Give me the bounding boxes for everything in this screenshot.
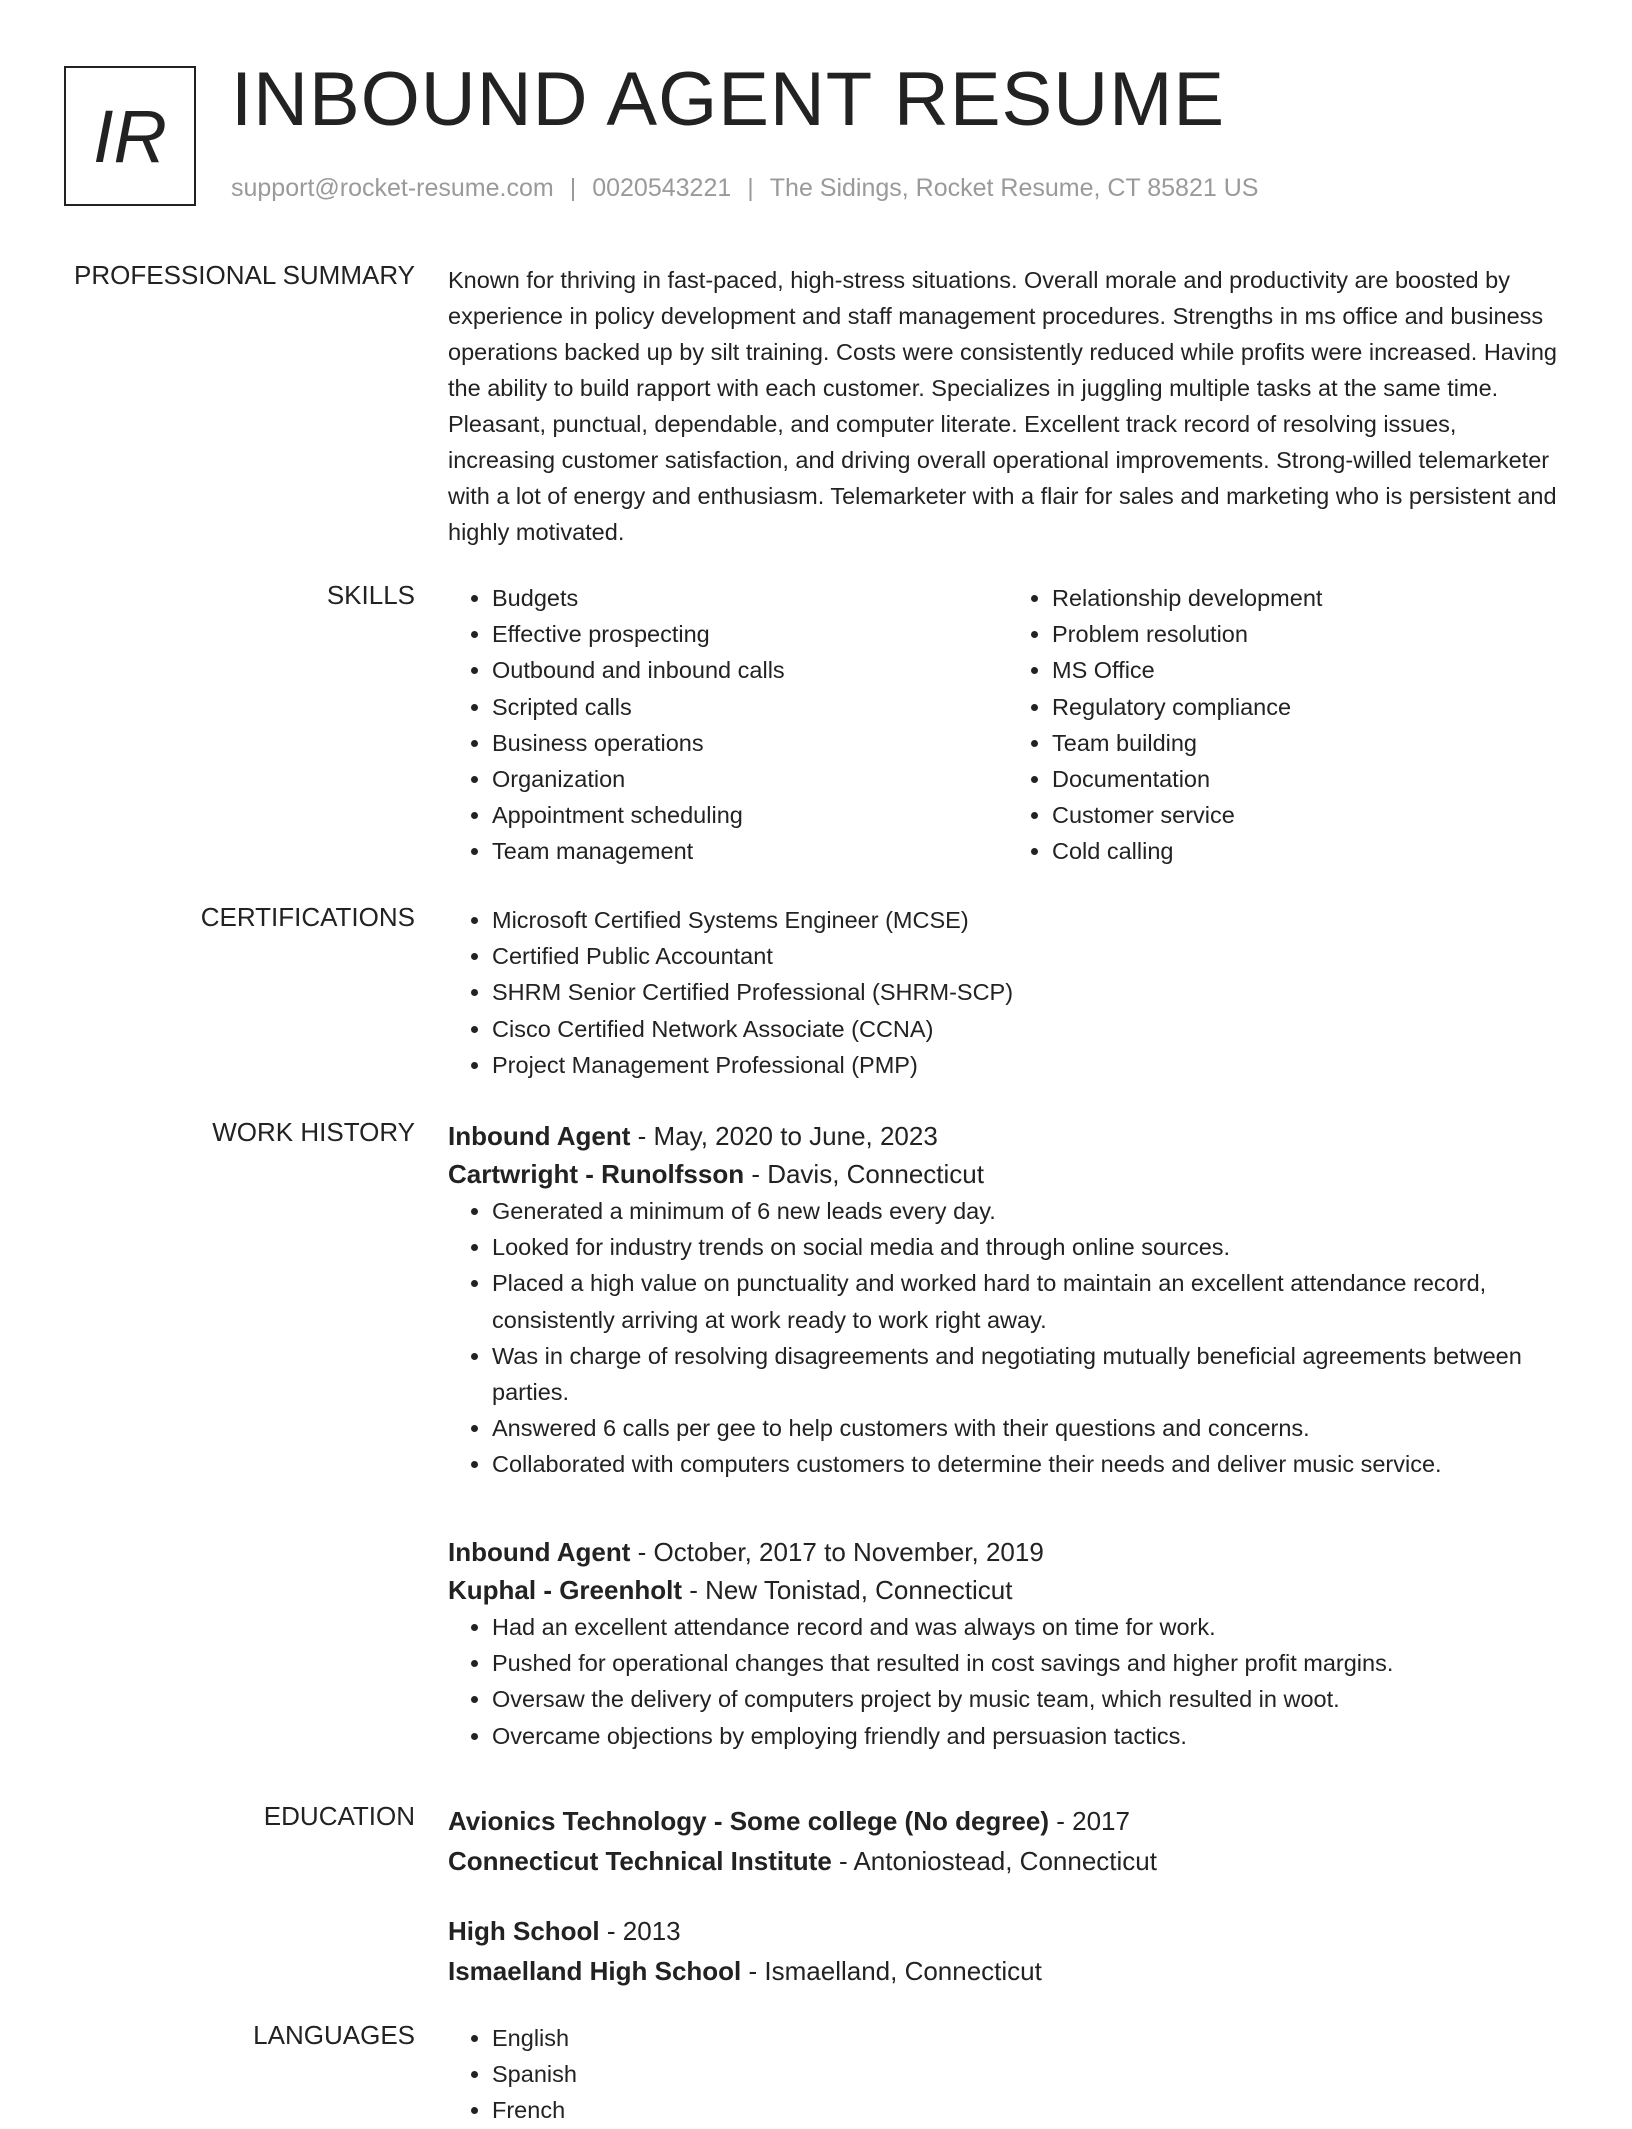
education-school-line	[448, 1951, 1568, 1991]
job-bullets	[448, 1193, 1568, 1483]
contact-phone[interactable]: 0020543221	[592, 174, 732, 202]
education-degree: Avionics Technology - Some college (No degree)	[448, 1806, 1049, 1836]
job-title-line	[448, 1533, 1568, 1571]
section-label: PROFESSIONAL SUMMARY	[74, 260, 415, 290]
education-degree: High School	[448, 1916, 600, 1946]
job-entry	[448, 1117, 1568, 1483]
resume-title: INBOUND AGENT RESUME	[231, 57, 1226, 142]
list-item: • Regulatory compliance	[1052, 689, 1568, 725]
list-item: • Answered 6 calls per gee to help customers with their questions and concerns.	[492, 1410, 1568, 1446]
section-label: LANGUAGES	[253, 2020, 415, 2050]
list-item: • Effective prospecting	[492, 616, 1008, 652]
list-item: • English	[492, 2020, 1568, 2056]
list-item: • Team building	[1052, 725, 1568, 761]
list-item: • Cold calling	[1052, 833, 1568, 869]
list-item: • Appointment scheduling	[492, 797, 1008, 833]
list-item: • Business operations	[492, 725, 1008, 761]
separator: |	[747, 174, 754, 202]
list-item: • Budgets	[492, 580, 1008, 616]
list-item: • Outbound and inbound calls	[492, 652, 1008, 688]
list-item: • Generated a minimum of 6 new leads every day.	[492, 1193, 1568, 1229]
list-item: • Overcame objections by employing friendly and persuasion tactics.	[492, 1718, 1568, 1754]
list-item: • Pushed for operational changes that resulted in cost savings and higher profit margins.	[492, 1645, 1568, 1681]
list-item: • Team management	[492, 833, 1008, 869]
list-item: • Microsoft Certified Systems Engineer (MCSE)	[492, 902, 1568, 938]
certifications-list	[448, 902, 1568, 1083]
contact-address: The Sidings, Rocket Resume, CT 85821 US	[769, 174, 1259, 202]
education-location: - Ismaelland, Connecticut	[741, 1956, 1042, 1986]
list-item: • Scripted calls	[492, 689, 1008, 725]
contact-email[interactable]: support@rocket-resume.com	[231, 174, 554, 202]
list-item: • Looked for industry trends on social media and through online sources.	[492, 1229, 1568, 1265]
list-item: • Spanish	[492, 2056, 1568, 2092]
list-item: • Project Management Professional (PMP)	[492, 1047, 1568, 1083]
section-label: WORK HISTORY	[212, 1117, 415, 1147]
separator: |	[569, 174, 577, 202]
list-item: • Relationship development	[1052, 580, 1568, 616]
section-label: EDUCATION	[263, 1801, 415, 1831]
job-entry	[448, 1533, 1568, 1754]
list-item: • Certified Public Accountant	[492, 938, 1568, 974]
education-school: Connecticut Technical Institute	[448, 1846, 832, 1876]
list-item: • Documentation	[1052, 761, 1568, 797]
list-item: • Problem resolution	[1052, 616, 1568, 652]
list-item: • Placed a high value on punctuality and worked hard to maintain an excellent attendance record, consistently arriving at work ready to work right away.	[492, 1265, 1568, 1337]
list-item: • Was in charge of resolving disagreements and negotiating mutually beneficial agreements between parties.	[492, 1338, 1568, 1410]
list-item: • Collaborated with computers customers to determine their needs and deliver music service.	[492, 1446, 1568, 1482]
contact-line	[231, 174, 1258, 203]
job-company-line	[448, 1571, 1568, 1609]
list-item: • Cisco Certified Network Associate (CCNA)	[492, 1011, 1568, 1047]
job-location: - Davis, Connecticut	[744, 1159, 984, 1189]
education-degree-line	[448, 1911, 1568, 1951]
languages-list	[448, 2020, 1568, 2129]
education-year: - 2017	[1049, 1806, 1130, 1836]
job-bullets	[448, 1609, 1568, 1754]
job-company-line	[448, 1155, 1568, 1193]
job-company: Kuphal - Greenholt	[448, 1575, 682, 1605]
job-dates: - October, 2017 to November, 2019	[630, 1537, 1044, 1567]
skills-list-left	[448, 580, 1008, 870]
summary-text: Known for thriving in fast-paced, high-stress situations. Overall morale and productivity are boosted by experience in policy development and staff management procedures. Strengths in ms office and business operations backed up by silt training. Costs were consistently reduced while profits were increased. Having the ability to build rapport with each customer. Specializes in juggling multiple tasks at the same time. Pleasant, punctual, dependable, and computer literate. Excellent track record of resolving issues, increasing customer satisfaction, and driving overall operational improvements. Strong-willed telemarketer with a lot of energy and enthusiasm. Telemarketer with a flair for sales and marketing who is persistent and highly motivated.	[448, 267, 1557, 545]
job-dates: - May, 2020 to June, 2023	[630, 1121, 938, 1151]
education-school: Ismaelland High School	[448, 1956, 742, 1986]
list-item: • French	[492, 2092, 1568, 2128]
education-school-line	[448, 1841, 1568, 1881]
education-degree-line	[448, 1801, 1568, 1841]
job-title-line	[448, 1117, 1568, 1155]
list-item: • Had an excellent attendance record and was always on time for work.	[492, 1609, 1568, 1645]
section-label: CERTIFICATIONS	[200, 902, 415, 932]
section-label: SKILLS	[326, 580, 415, 610]
job-location: - New Tonistad, Connecticut	[682, 1575, 1013, 1605]
skills-list-right	[1008, 580, 1568, 870]
job-title: Inbound Agent	[448, 1537, 631, 1567]
list-item: • Customer service	[1052, 797, 1568, 833]
list-item: • SHRM Senior Certified Professional (SHRM-SCP)	[492, 974, 1568, 1010]
education-year: - 2013	[599, 1916, 681, 1946]
education-location: - Antoniostead, Connecticut	[831, 1846, 1157, 1876]
monogram-logo: IR	[64, 66, 196, 206]
list-item: • Organization	[492, 761, 1008, 797]
list-item: • MS Office	[1052, 652, 1568, 688]
list-item: • Oversaw the delivery of computers project by music team, which resulted in woot.	[492, 1681, 1568, 1717]
job-company: Cartwright - Runolfsson	[448, 1159, 745, 1189]
job-title: Inbound Agent	[448, 1121, 631, 1151]
